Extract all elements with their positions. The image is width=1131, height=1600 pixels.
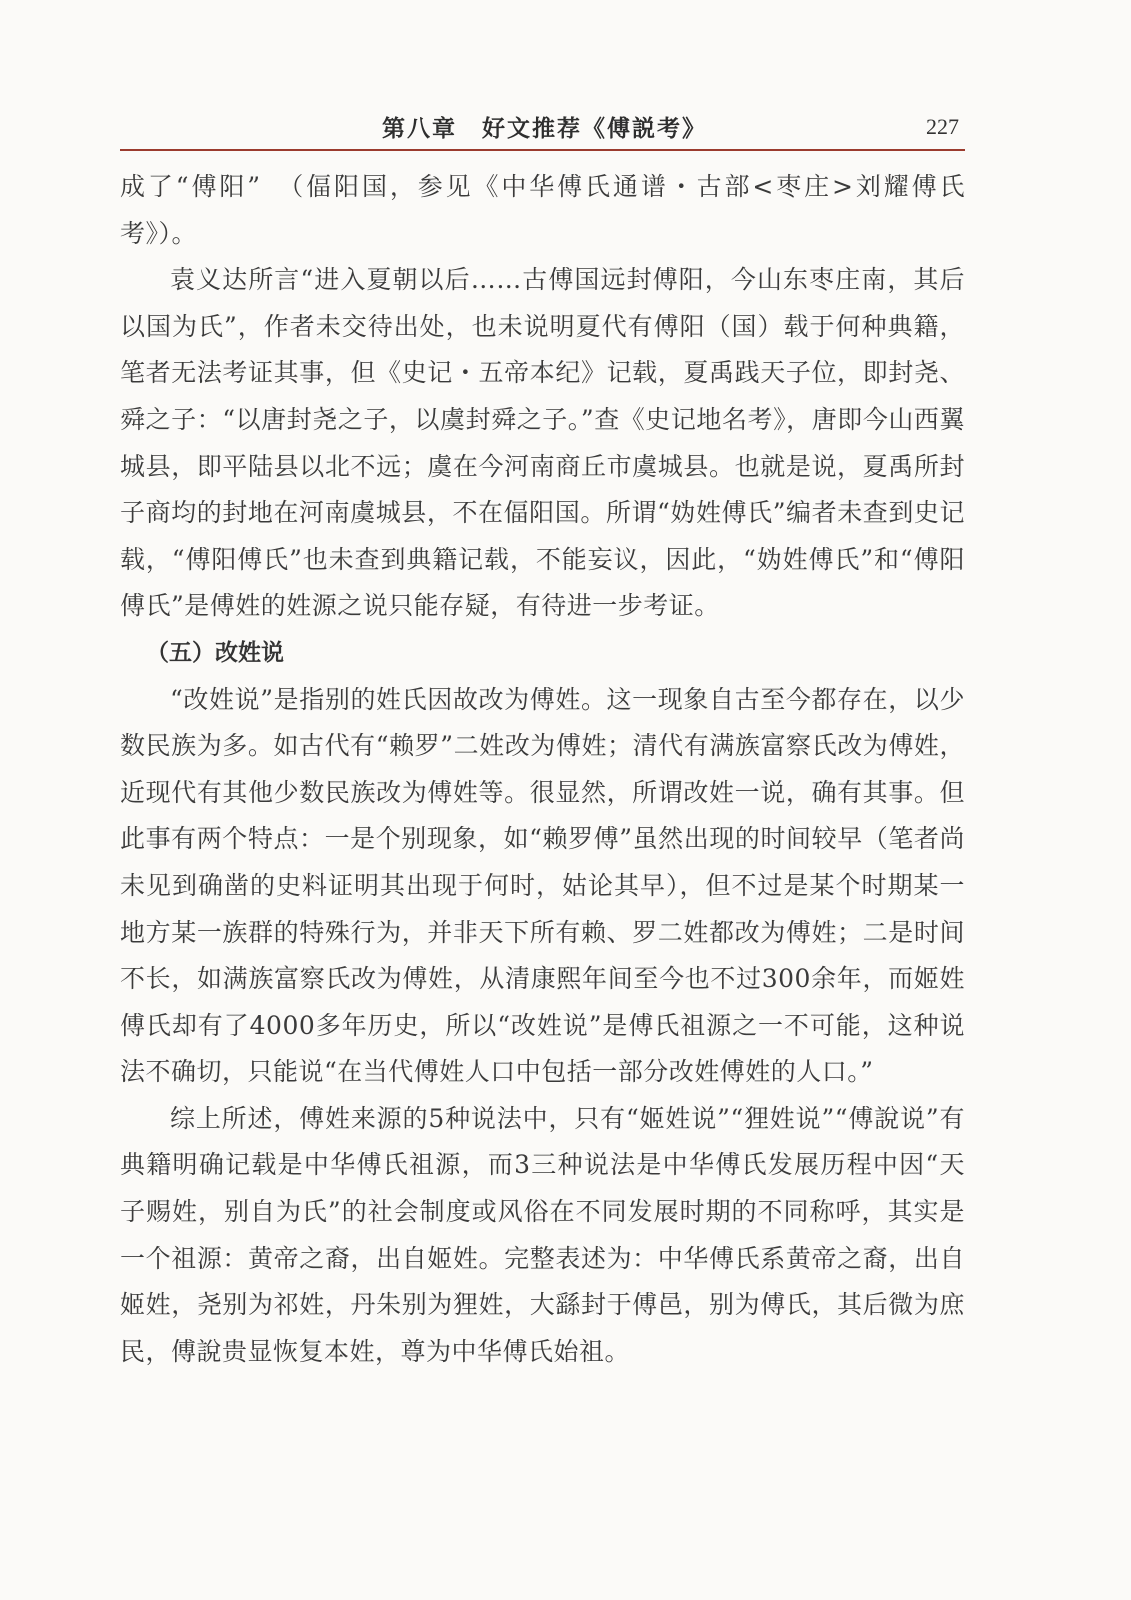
running-header — [120, 104, 965, 150]
section-heading: （五）改姓说 — [146, 639, 284, 666]
paragraph-continuation: 成了“傅阳” （偪阳国，参见《中华傅氏通谱・古部<枣庄>刘耀傅氏考》）。 — [120, 172, 965, 248]
paragraph-summary: 综上所述，傅姓来源的5种说法中，只有“姬姓说”“狸姓说”“傅說说”有典籍明确记载是中华傅氏祖源，而3三种说法是中华傅氏发展历程中因“天子赐姓，别自为氏”的社会制度或风俗在不同发展时期的不同称呼，其实是一个祖源：黄帝之裔，出自姬姓。完整表述为：中华傅氏系黄帝之裔，出自姬姓，尧别为祁姓，丹朱别为狸姓，大繇封于傅邑，别为傅氏，其后微为庶民，傅說贵显恢复本姓，尊为中华傅氏始祖。 — [120, 1103, 965, 1366]
main-text — [120, 164, 965, 1375]
paragraph-surname-change: “改姓说”是指别的姓氏因故改为傅姓。这一现象自古至今都存在，以少数民族为多。如古代有“赖罗”二姓改为傅姓；清代有满族富察氏改为傅姓，近现代有其他少数民族改为傅姓等。很显然，所谓改姓一说，确有其事。但此事有两个特点：一是个别现象，如“赖罗傅”虽然出现的时间较早（笔者尚未见到确凿的史料证明其出现于何时，姑论其早），但不过是某个时期某一地方某一族群的特殊行为，并非天下所有赖、罗二姓都改为傅姓；二是时间不长，如满族富察氏改为傅姓，从清康熙年间至今也不过300余年，而姬姓傅氏却有了4000多年历史，所以“改姓说”是傅氏祖源之一不可能，这种说法不确切，只能说“在当代傅姓人口中包括一部分改姓傅姓的人口。” — [120, 684, 965, 1087]
header-rule — [120, 149, 965, 151]
chapter-title: 第八章 好文推荐《傅説考》 — [382, 116, 707, 142]
paragraph-yuan-yida: 袁义达所言“进入夏朝以后……古傅国远封傅阳，今山东枣庄南，其后以国为氏”，作者未交待出处，也未说明夏代有傅阳（国）载于何种典籍，笔者无法考证其事，但《史记・五帝本纪》记载，夏禹践天子位，即封尧、舜之子：“以唐封尧之子，以虞封舜之子。”查《史记地名考》，唐即今山西翼城县，即平陆县以北不远；虞在今河南商丘市虞城县。也就是说，夏禹所封子商均的封地在河南虞城县，不在偪阳国。所谓“妫姓傅氏”编者未查到史记载，“傅阳傅氏”也未查到典籍记载，不能妄议，因此，“妫姓傅氏”和“傅阳傅氏”是傅姓的姓源之说只能存疑，有待进一步考证。 — [120, 265, 965, 621]
page-number: 227 — [926, 114, 959, 139]
